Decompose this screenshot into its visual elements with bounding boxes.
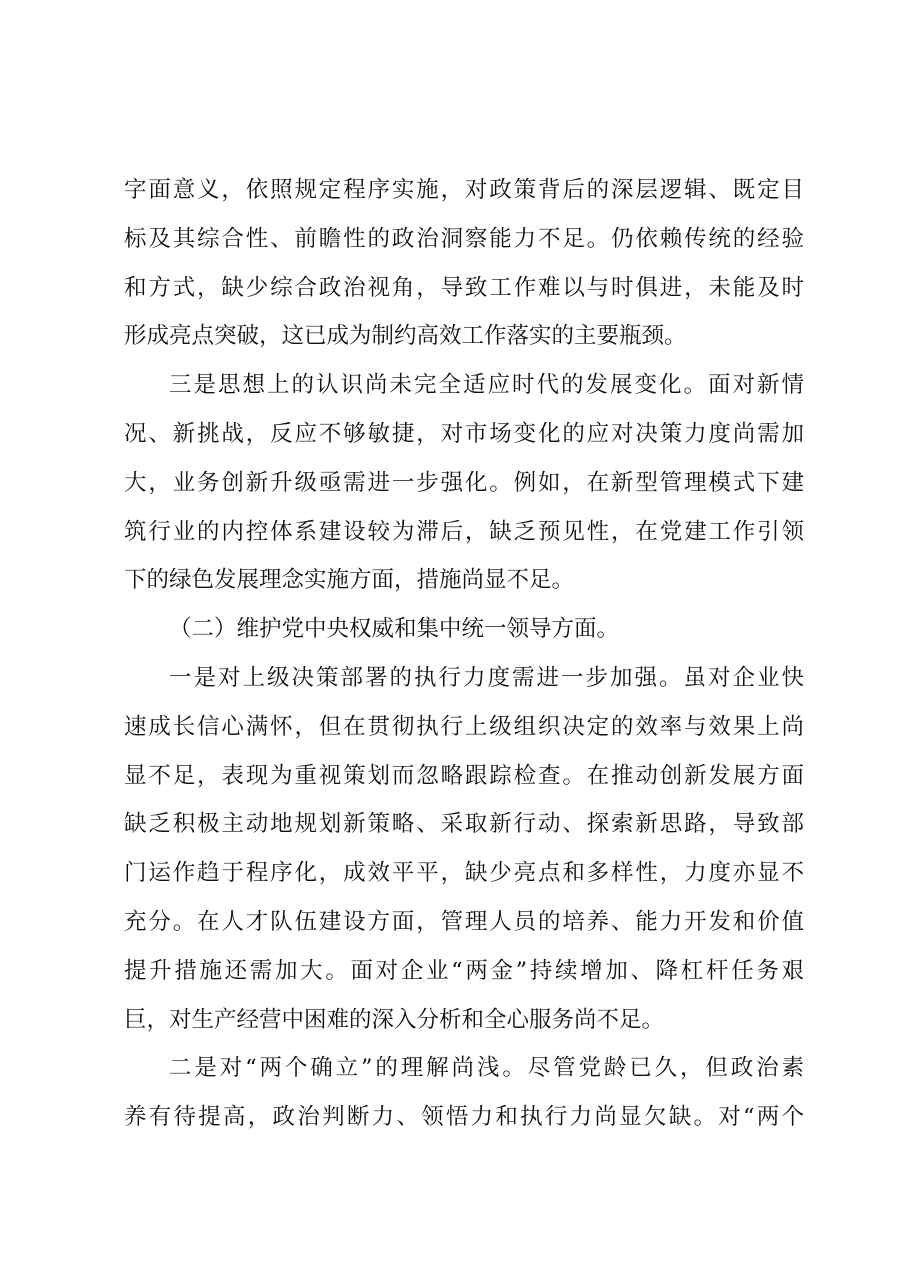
text-line: 缺乏积极主动地规划新策略、采取新行动、探索新思路，导致部 [124,811,804,838]
text-line: 养有待提高，政治判断力、领悟力和执行力尚显欠缺。对“两个 [124,1104,804,1131]
text-line: 巨，对生产经营中困难的深入分析和全心服务尚不足。 [124,1006,665,1033]
text-line: 速成长信心满怀，但在贯彻执行上级组织决定的效率与效果上尚 [124,713,804,740]
text-line: 显不足，表现为重视策划而忽略跟踪检查。在推动创新发展方面 [124,762,804,789]
text-line: 和方式，缺少综合政治视角，导致工作难以与时俱进，未能及时 [124,274,804,301]
paragraph-start-line: 三是思想上的认识尚未完全适应时代的发展变化。面对新情 [169,372,804,399]
section-heading: （二）维护党中央权威和集中统一领导方面。 [169,616,620,643]
text-line: 形成亮点突破，这已成为制约高效工作落实的主要瓶颈。 [124,323,687,350]
paragraph-start-line: 一是对上级决策部署的执行力度需进一步加强。虽对企业快 [169,664,804,691]
text-line: 提升措施还需加大。面对企业“两金”持续增加、降杠杆任务艰 [124,957,804,984]
text-line: 大，业务创新升级亟需进一步强化。例如，在新型管理模式下建 [124,469,804,496]
text-line: 门运作趋于程序化，成效平平，缺少亮点和多样性，力度亦显不 [124,860,804,887]
text-line: 字面意义，依照规定程序实施，对政策背后的深层逻辑、既定目 [124,177,804,203]
paragraph-start-line: 二是对“两个确立”的理解尚浅。尽管党龄已久，但政治素 [169,1055,804,1082]
text-line: 况、新挑战，反应不够敏捷，对市场变化的应对决策力度尚需加 [124,420,804,447]
text-line: 充分。在人才队伍建设方面，管理人员的培养、能力开发和价值 [124,908,804,935]
text-line: 标及其综合性、前瞻性的政治洞察能力不足。仍依赖传统的经验 [124,225,804,252]
text-line: 筑行业的内控体系建设较为滞后，缺乏预见性，在党建工作引领 [124,518,804,545]
body-text [124,166,804,1142]
text-line: 下的绿色发展理念实施方面，措施尚显不足。 [124,567,575,594]
